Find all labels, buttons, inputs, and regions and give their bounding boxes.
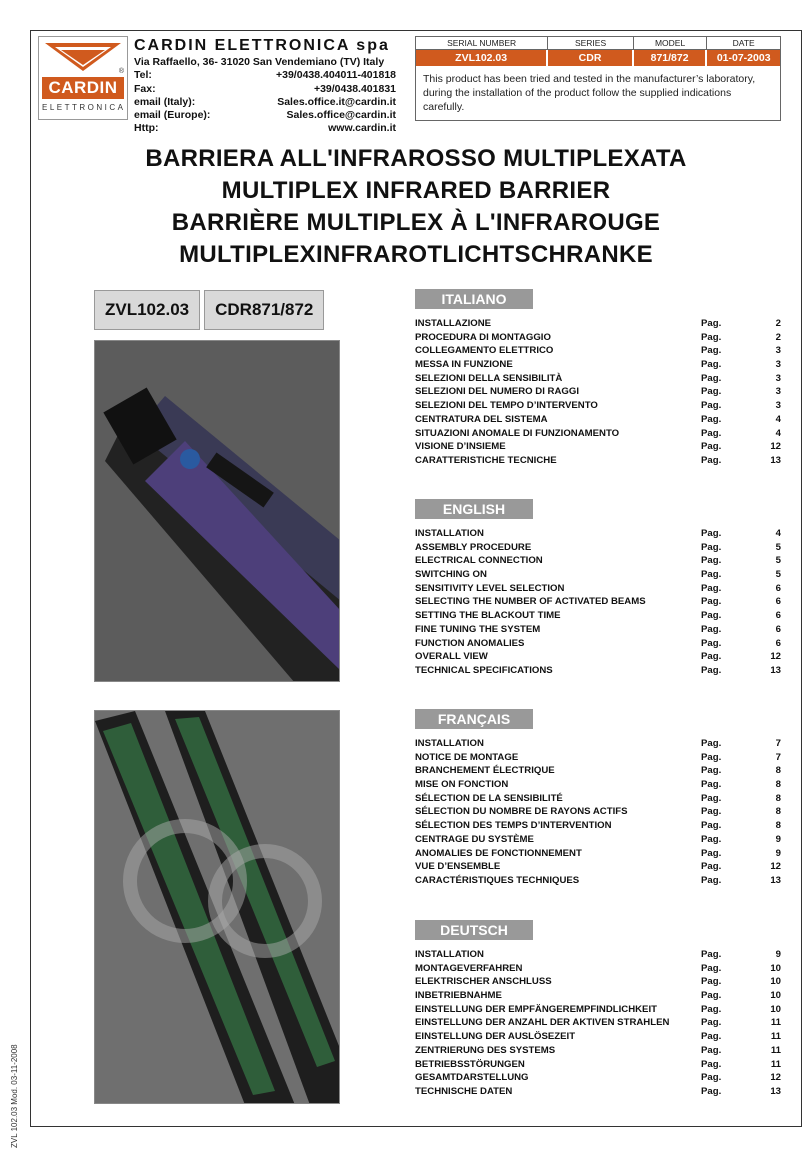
header-date: DATE [732,38,755,48]
toc-title: MESSA IN FUNZIONE [415,359,513,371]
toc-page-number: 6 [775,582,781,594]
toc-title: ZENTRIERUNG DES SYSTEMS [415,1044,556,1056]
toc-row [415,541,781,555]
toc-pag-label: Pag. [701,359,722,371]
product-info-box [415,36,781,121]
toc-title: CENTRATURA DEL SISTEMA [415,413,548,425]
registered-mark: ® [118,68,124,75]
toc-pag-label: Pag. [701,596,722,608]
toc-page-number: 5 [775,569,781,581]
toc-title: INSTALLATION [415,949,484,960]
toc-pag-label: Pag. [701,751,722,763]
toc-title: CENTRAGE DU SYSTÈME [415,833,534,845]
contact-label: Tel: [134,69,152,82]
toc-page-number: 12 [770,651,781,663]
toc-title: MONTAGEVERFAHREN [415,962,523,974]
toc-pag-label: Pag. [701,962,722,974]
toc-page-number: 7 [775,751,781,763]
toc-title: PROCEDURA DI MONTAGGIO [415,331,551,343]
toc-pag-label: Pag. [701,1044,722,1056]
toc-title: ELEKTRISCHER ANSCHLUSS [415,976,552,988]
value-model: 871/872 [634,50,708,66]
toc-title: VISIONE D’INSIEME [415,441,506,453]
contact-row [134,83,396,96]
toc-row [415,805,781,819]
contact-value: Sales.office@cardin.it [286,109,396,122]
toc-page-number: 11 [770,1017,781,1029]
toc-page-number: 8 [775,765,781,777]
toc-pag-label: Pag. [701,765,722,777]
toc-page-number: 9 [775,833,781,845]
logo-brand: CARDIN [42,77,124,99]
toc-row [415,454,781,468]
toc-row [415,637,781,651]
toc-title: GESAMTDARSTELLUNG [415,1072,529,1084]
toc-section-deutsch [415,920,781,1099]
toc-row [415,372,781,386]
contact-value: Sales.office.it@cardin.it [277,95,396,108]
toc-title: VUE D’ENSEMBLE [415,861,501,873]
toc-row [415,568,781,582]
toc-page-number: 11 [770,1044,781,1056]
contact-row [134,109,396,122]
toc-row [415,623,781,637]
toc-page-number: 2 [775,318,781,329]
toc-title: SELEZIONI DELLA SENSIBILITÀ [415,372,563,384]
toc-row [415,344,781,358]
toc-title: INSTALLATION [415,528,484,539]
toc-list [415,317,781,468]
toc-row [415,385,781,399]
footer-reference: ZVL 102.03 Mod. 03-11-2008 [10,1044,19,1148]
toc-row [415,751,781,765]
toc-title: ASSEMBLY PROCEDURE [415,541,532,553]
title-english: MULTIPLEX INFRARED BARRIER [221,177,611,204]
toc-list [415,948,781,1099]
toc-page-number: 3 [775,400,781,412]
product-photo-unit [94,340,340,682]
toc-pag-label: Pag. [701,610,722,622]
toc-section-francais [415,709,781,888]
contact-row [134,122,396,135]
toc-pag-label: Pag. [701,413,722,425]
toc-row [415,1058,781,1072]
code-model: CDR871/872 [204,290,324,330]
toc-pag-label: Pag. [701,833,722,845]
toc-title: INSTALLATION [415,738,484,749]
code-serial: ZVL102.03 [94,290,200,330]
toc-title: SELEZIONI DEL NUMERO DI RAGGI [415,386,579,398]
toc-row [415,1044,781,1058]
toc-page-number: 13 [770,874,781,886]
header-model: MODEL [634,37,708,49]
toc-pag-label: Pag. [701,318,722,329]
toc-pag-label: Pag. [701,441,722,453]
toc-row [415,358,781,372]
toc-pag-label: Pag. [701,372,722,384]
toc-page-number: 8 [775,792,781,804]
toc-page-number: 6 [775,637,781,649]
title-french: BARRIÈRE MULTIPLEX À L'INFRAROUGE [171,209,661,236]
toc-row [415,975,781,989]
toc-pag-label: Pag. [701,861,722,873]
toc-page-number: 8 [775,806,781,818]
toc-row [415,413,781,427]
toc-title: SITUAZIONI ANOMALE DI FUNZIONAMENTO [415,427,620,439]
toc-page-number: 4 [775,413,781,425]
toc-row [415,399,781,413]
toc-title: EINSTELLUNG DER ANZAHL DER AKTIVEN STRAHLEN [415,1017,670,1029]
toc-pag-label: Pag. [701,637,722,649]
toc-row [415,874,781,888]
company-info [134,36,396,136]
toc-pag-label: Pag. [701,779,722,791]
toc-title: EINSTELLUNG DER AUSLÖSEZEIT [415,1031,576,1043]
info-headers [416,37,780,50]
toc-pag-label: Pag. [701,651,722,663]
toc-title: BRANCHEMENT ÉLECTRIQUE [415,765,555,777]
info-values [416,50,780,66]
toc-row [415,1030,781,1044]
toc-page-number: 3 [775,372,781,384]
toc-row [415,527,781,541]
toc-page-number: 4 [775,427,781,439]
toc-pag-label: Pag. [701,555,722,567]
toc-row [415,764,781,778]
contact-label: Fax: [134,82,156,95]
toc-pag-label: Pag. [701,664,722,676]
toc-pag-label: Pag. [701,541,722,553]
toc-page-number: 12 [770,441,781,453]
product-photo-boards [94,710,340,1104]
toc-title: ELECTRICAL CONNECTION [415,555,543,567]
toc-pag-label: Pag. [701,386,722,398]
toc-title: FUNCTION ANOMALIES [415,637,525,649]
toc-title: CARACTÉRISTIQUES TECHNIQUES [415,874,580,886]
toc-title: SÉLECTION DU NOMBRE DE RAYONS ACTIFS [415,806,628,818]
section-heading: ITALIANO [415,289,533,309]
cardin-logo [38,36,128,120]
toc-title: INSTALLAZIONE [415,318,492,329]
toc-page-number: 11 [770,1058,781,1070]
toc-page-number: 11 [770,1031,781,1043]
toc-pag-label: Pag. [701,874,722,886]
document-titles [30,143,802,271]
toc-title: CARATTERISTICHE TECNICHE [415,454,557,466]
toc-pag-label: Pag. [701,331,722,343]
toc-row [415,737,781,751]
toc-row [415,860,781,874]
toc-page-number: 4 [775,528,781,539]
toc-row [415,1003,781,1017]
toc-page-number: 9 [775,949,781,960]
toc-page-number: 9 [775,847,781,859]
toc-pag-label: Pag. [701,1017,722,1029]
toc-title: TECHNICAL SPECIFICATIONS [415,664,553,676]
toc-page-number: 6 [775,596,781,608]
toc-row [415,948,781,962]
toc-section-italiano [415,289,781,468]
toc-row [415,1016,781,1030]
toc-row [415,664,781,678]
toc-row [415,582,781,596]
toc-page-number: 12 [770,1072,781,1084]
toc-pag-label: Pag. [701,976,722,988]
toc-title: TECHNISCHE DATEN [415,1085,513,1097]
toc-pag-label: Pag. [701,990,722,1002]
toc-pag-label: Pag. [701,345,722,357]
toc-pag-label: Pag. [701,623,722,635]
toc-title: EINSTELLUNG DER EMPFÄNGEREMPFINDLICHKEIT [415,1003,657,1015]
section-heading: DEUTSCH [415,920,533,940]
toc-section-english [415,499,781,678]
toc-pag-label: Pag. [701,1072,722,1084]
title-italian: BARRIERA ALL'INFRAROSSO MULTIPLEXATA [145,145,687,172]
toc-title: SETTING THE BLACKOUT TIME [415,610,561,622]
toc-title: INBETRIEBNAHME [415,990,502,1002]
toc-pag-label: Pag. [701,806,722,818]
toc-page-number: 6 [775,623,781,635]
logo-subtitle: ELETTRONICA [42,103,126,112]
toc-title: SÉLECTION DES TEMPS D’INTERVENTION [415,820,612,832]
toc-row [415,554,781,568]
toc-pag-label: Pag. [701,792,722,804]
header-serial-number: SERIAL NUMBER [416,37,548,49]
tested-note: This product has been tried and tested in the manufacturer’s laboratory, during the installation of the product follow the supplied indications carefully. [423,73,756,113]
toc-pag-label: Pag. [701,1085,722,1097]
toc-title: MISE ON FONCTION [415,779,509,791]
toc-page-number: 3 [775,345,781,357]
chevron-logo-icon [45,43,121,71]
toc-pag-label: Pag. [701,820,722,832]
title-german: MULTIPLEXINFRAROTLICHTSCHRANKE [179,241,653,268]
toc-page-number: 2 [775,331,781,343]
toc-page-number: 3 [775,386,781,398]
toc-title: COLLEGAMENTO ELETTRICO [415,345,554,357]
toc-row [415,1071,781,1085]
company-name: CARDIN ELETTRONICA spa [134,37,390,54]
toc-page-number: 5 [775,555,781,567]
toc-row [415,650,781,664]
toc-row [415,317,781,331]
toc-title: SELEZIONI DEL TEMPO D’INTERVENTO [415,400,598,412]
toc-row [415,427,781,441]
toc-title: NOTICE DE MONTAGE [415,751,519,763]
toc-pag-label: Pag. [701,1058,722,1070]
value-series: CDR [548,50,634,66]
toc-page-number: 8 [775,779,781,791]
toc-pag-label: Pag. [701,454,722,466]
contact-row [134,69,396,82]
toc-row [415,1085,781,1099]
section-heading: FRANÇAIS [415,709,533,729]
toc-list [415,737,781,888]
contact-label: email (Italy): [134,95,196,108]
toc-page-number: 10 [770,962,781,974]
barrier-unit-image [95,341,340,682]
value-date: 01-07-2003 [707,50,780,66]
toc-row [415,778,781,792]
contact-row [134,96,396,109]
toc-page-number: 10 [770,1003,781,1015]
toc-title: SELECTING THE NUMBER OF ACTIVATED BEAMS [415,596,646,608]
toc-pag-label: Pag. [701,949,722,960]
toc-pag-label: Pag. [701,427,722,439]
toc-title: OVERALL VIEW [415,651,488,663]
toc-row [415,847,781,861]
toc-page-number: 8 [775,820,781,832]
company-address: Via Raffaello, 36- 31020 San Vendemiano (TV) Italy [134,56,385,68]
value-serial-number: ZVL102.03 [416,50,548,66]
toc-page-number: 10 [770,976,781,988]
toc-pag-label: Pag. [701,738,722,749]
toc-page-number: 12 [770,861,781,873]
toc-page-number: 7 [775,738,781,749]
contact-label: Http: [134,122,159,135]
contact-value: +39/0438.401831 [313,82,396,95]
toc-page-number: 13 [770,1085,781,1097]
toc-page-number: 5 [775,541,781,553]
toc-list [415,527,781,678]
toc-pag-label: Pag. [701,400,722,412]
toc-row [415,609,781,623]
toc-page-number: 10 [770,990,781,1002]
toc-page-number: 3 [775,359,781,371]
toc-page-number: 13 [770,664,781,676]
header-series: SERIES [548,37,634,49]
section-heading: ENGLISH [415,499,533,519]
toc-row [415,819,781,833]
toc-page-number: 6 [775,610,781,622]
toc-title: SENSITIVITY LEVEL SELECTION [415,582,565,594]
toc-pag-label: Pag. [701,528,722,539]
toc-row [415,331,781,345]
toc-row [415,595,781,609]
toc-title: SWITCHING ON [415,569,487,581]
contact-value: +39/0438.404011-401818 [276,69,396,82]
toc-row [415,440,781,454]
toc-title: BETRIEBSSTÖRUNGEN [415,1058,525,1070]
toc-pag-label: Pag. [701,1031,722,1043]
circuit-boards-image [95,711,340,1104]
toc-row [415,792,781,806]
toc-page-number: 13 [770,454,781,466]
contact-value: www.cardin.it [328,122,396,135]
toc-row [415,989,781,1003]
model-codes [94,290,324,330]
toc-title: ANOMALIES DE FONCTIONNEMENT [415,847,582,859]
toc-title: SÉLECTION DE LA SENSIBILITÉ [415,792,563,804]
toc-title: FINE TUNING THE SYSTEM [415,623,541,635]
toc-pag-label: Pag. [701,847,722,859]
toc-row [415,962,781,976]
toc-pag-label: Pag. [701,582,722,594]
toc-pag-label: Pag. [701,1003,722,1015]
toc-pag-label: Pag. [701,569,722,581]
contact-label: email (Europe): [134,109,211,122]
toc-row [415,833,781,847]
